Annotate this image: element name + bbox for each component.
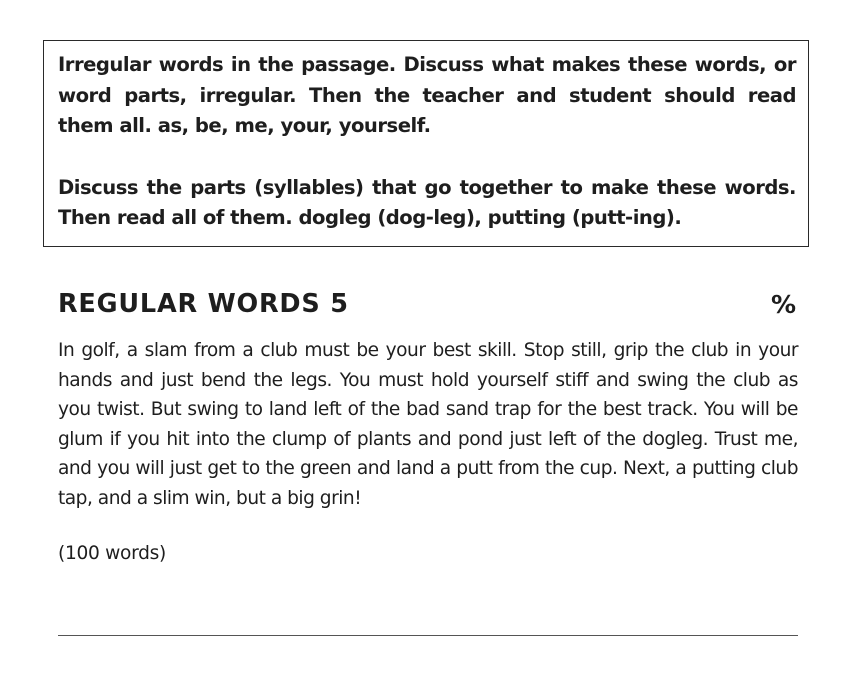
word-count: (100 words) xyxy=(58,543,166,564)
instructions-box xyxy=(43,40,809,247)
irregular-words-instruction: Irregular words in the passage. Discuss what makes these words, or word parts, irregular. Then the teacher and student should read them all. as, be, me, your, yourself. xyxy=(58,53,796,137)
percent-label: % xyxy=(770,289,796,319)
divider-line xyxy=(58,635,798,636)
reading-passage: In golf, a slam from a club must be your best skill. Stop still, grip the club in your hands and just bend the legs. You must hold yourself stiff and swing the club as you twist. But swing to land left of the bad sand trap for the best track. You will be glum if you hit into the clump of plants and pond just left of the dogleg. Trust me, and you will just get to the green and land a putt from the cup. Next, a putting club tap, and a slim win, but a big grin! xyxy=(58,340,798,509)
syllables-instruction: Discuss the parts (syllables) that go together to make these words. Then read all of them. dogleg (dog-leg), putting (putt-ing). xyxy=(58,175,796,229)
section-title: REGULAR WORDS 5 xyxy=(58,289,349,319)
section-heading xyxy=(58,286,798,322)
